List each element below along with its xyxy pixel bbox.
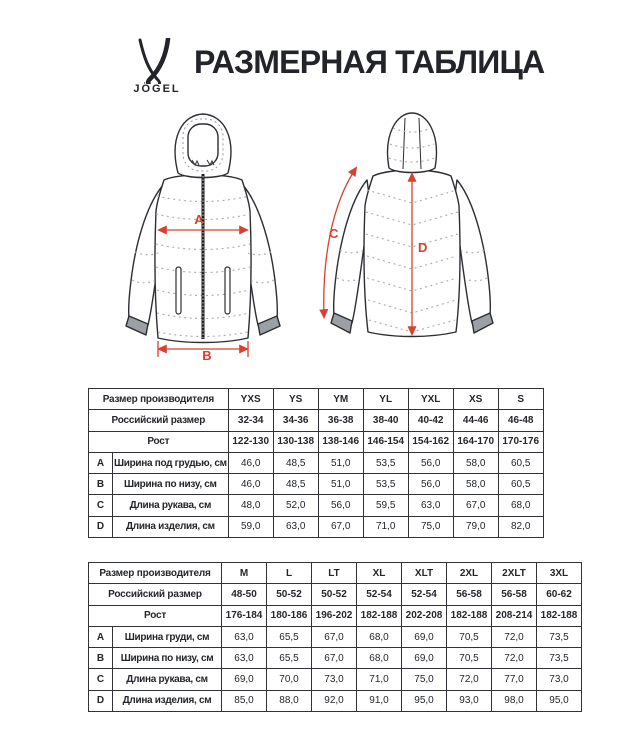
measure-value-cell: 58,0 [453, 474, 498, 495]
measure-value-cell: 73,5 [537, 648, 582, 669]
right-pocket [225, 267, 230, 314]
measure-value-cell: 82,0 [498, 516, 543, 537]
measure-value-cell: 88,0 [267, 690, 312, 711]
measure-value-cell: 95,0 [537, 690, 582, 711]
size-value-cell: 2XL [447, 563, 492, 584]
measure-value-cell: 75,0 [402, 669, 447, 690]
size-value-cell: L [267, 563, 312, 584]
measure-value-cell: 67,0 [312, 626, 357, 647]
measure-row [89, 669, 582, 690]
size-value-cell: YS [273, 389, 318, 410]
measure-value-cell: 48,0 [228, 495, 273, 516]
adult-size-table [88, 562, 582, 712]
size-value-cell: 46-48 [498, 410, 543, 431]
measure-value-cell: 59,0 [228, 516, 273, 537]
measure-value-cell: 65,5 [267, 626, 312, 647]
measure-letter: D [89, 690, 113, 711]
label-B: B [202, 348, 212, 362]
measure-value-cell: 51,0 [318, 474, 363, 495]
measure-value-cell: 95,0 [402, 690, 447, 711]
measure-row [89, 452, 544, 473]
size-value-cell: 32-34 [228, 410, 273, 431]
size-value-cell: 182-188 [357, 605, 402, 626]
measure-value-cell: 72,0 [492, 648, 537, 669]
measure-value-cell: 46,0 [228, 474, 273, 495]
measure-value-cell: 56,0 [318, 495, 363, 516]
measure-row [89, 516, 544, 537]
measure-value-cell: 73,0 [312, 669, 357, 690]
size-value-cell: 154-162 [408, 431, 453, 452]
size-value-cell: 170-176 [498, 431, 543, 452]
measure-row-label: Ширина по низу, см [113, 648, 222, 669]
measure-value-cell: 67,0 [312, 648, 357, 669]
size-info-row [89, 431, 544, 452]
measure-value-cell: 67,0 [453, 495, 498, 516]
measure-row [89, 648, 582, 669]
jacket-front-diagram [108, 110, 298, 362]
info-row-label: Размер производителя [89, 389, 229, 410]
info-row-label: Рост [89, 431, 229, 452]
size-value-cell: XL [357, 563, 402, 584]
measure-value-cell: 67,0 [318, 516, 363, 537]
measure-value-cell: 91,0 [357, 690, 402, 711]
measure-letter: B [89, 474, 113, 495]
label-C: C [329, 226, 339, 241]
size-value-cell: LT [312, 563, 357, 584]
size-value-cell: 60-62 [537, 584, 582, 605]
page-title: РАЗМЕРНАЯ ТАБЛИЦА [194, 44, 545, 80]
size-value-cell: 180-186 [267, 605, 312, 626]
measure-row-label: Ширина груди, см [113, 626, 222, 647]
measure-row-label: Ширина под грудью, см [113, 452, 229, 473]
measure-value-cell: 68,0 [357, 648, 402, 669]
measure-value-cell: 60,5 [498, 474, 543, 495]
measure-value-cell: 52,0 [273, 495, 318, 516]
size-value-cell: 164-170 [453, 431, 498, 452]
measure-value-cell: 71,0 [357, 669, 402, 690]
measure-row [89, 626, 582, 647]
size-value-cell: M [222, 563, 267, 584]
measure-value-cell: 93,0 [447, 690, 492, 711]
size-value-cell: 130-138 [273, 431, 318, 452]
left-pocket [176, 267, 181, 314]
size-value-cell: 3XL [537, 563, 582, 584]
measure-letter: C [89, 669, 113, 690]
size-info-row [89, 389, 544, 410]
measure-value-cell: 85,0 [222, 690, 267, 711]
size-value-cell: YXS [228, 389, 273, 410]
measure-row-label: Длина изделия, см [113, 690, 222, 711]
measure-value-cell: 70,5 [447, 648, 492, 669]
measure-value-cell: 98,0 [492, 690, 537, 711]
measure-value-cell: 63,0 [222, 648, 267, 669]
measure-value-cell: 53,5 [363, 452, 408, 473]
size-value-cell: 182-188 [447, 605, 492, 626]
measure-value-cell: 63,0 [273, 516, 318, 537]
jogel-logo-icon [136, 38, 172, 84]
size-value-cell: 122-130 [228, 431, 273, 452]
measure-value-cell: 68,0 [357, 626, 402, 647]
size-value-cell: 50-52 [312, 584, 357, 605]
info-row-label: Российский размер [89, 584, 222, 605]
size-value-cell: XS [453, 389, 498, 410]
measure-value-cell: 77,0 [492, 669, 537, 690]
info-row-label: Размер производителя [89, 563, 222, 584]
back-hood [388, 113, 437, 173]
measure-letter: D [89, 516, 113, 537]
label-D: D [418, 240, 428, 255]
measure-letter: A [89, 452, 113, 473]
measure-value-cell: 73,5 [537, 626, 582, 647]
measure-value-cell: 73,0 [537, 669, 582, 690]
size-value-cell: 38-40 [363, 410, 408, 431]
measure-value-cell: 75,0 [408, 516, 453, 537]
size-value-cell: 40-42 [408, 410, 453, 431]
measure-value-cell: 56,0 [408, 474, 453, 495]
info-row-label: Рост [89, 605, 222, 626]
measure-row-label: Длина изделия, см [113, 516, 229, 537]
jacket-back-diagram [315, 110, 510, 350]
measure-value-cell: 48,5 [273, 452, 318, 473]
size-value-cell: 176-184 [222, 605, 267, 626]
measure-letter: B [89, 648, 113, 669]
measure-row-label: Длина рукава, см [113, 669, 222, 690]
youth-size-table [88, 388, 544, 538]
size-info-row [89, 584, 582, 605]
measure-value-cell: 53,5 [363, 474, 408, 495]
measure-value-cell: 92,0 [312, 690, 357, 711]
measure-letter: C [89, 495, 113, 516]
size-value-cell: YXL [408, 389, 453, 410]
measure-value-cell: 70,0 [267, 669, 312, 690]
measure-value-cell: 60,5 [498, 452, 543, 473]
measure-value-cell: 63,0 [408, 495, 453, 516]
size-value-cell: 52-54 [357, 584, 402, 605]
size-value-cell: 34-36 [273, 410, 318, 431]
label-A: A [194, 212, 204, 227]
size-value-cell: 52-54 [402, 584, 447, 605]
measure-value-cell: 58,0 [453, 452, 498, 473]
measure-value-cell: 65,5 [267, 648, 312, 669]
measure-value-cell: 68,0 [498, 495, 543, 516]
measure-letter: A [89, 626, 113, 647]
measure-value-cell: 63,0 [222, 626, 267, 647]
measure-value-cell: 56,0 [408, 452, 453, 473]
info-row-label: Российский размер [89, 410, 229, 431]
size-value-cell: 208-214 [492, 605, 537, 626]
measure-value-cell: 72,0 [492, 626, 537, 647]
size-value-cell: YL [363, 389, 408, 410]
measure-row [89, 495, 544, 516]
size-value-cell: S [498, 389, 543, 410]
measure-row [89, 690, 582, 711]
size-value-cell: 196-202 [312, 605, 357, 626]
measure-value-cell: 46,0 [228, 452, 273, 473]
size-info-row [89, 410, 544, 431]
measure-value-cell: 69,0 [402, 648, 447, 669]
size-value-cell: 146-154 [363, 431, 408, 452]
size-value-cell: 50-52 [267, 584, 312, 605]
measure-value-cell: 79,0 [453, 516, 498, 537]
measure-value-cell: 51,0 [318, 452, 363, 473]
size-value-cell: 48-50 [222, 584, 267, 605]
measure-value-cell: 69,0 [222, 669, 267, 690]
measure-row [89, 474, 544, 495]
size-info-row [89, 605, 582, 626]
measure-row-label: Ширина по низу, см [113, 474, 229, 495]
size-value-cell: 202-208 [402, 605, 447, 626]
size-info-row [89, 563, 582, 584]
size-value-cell: YM [318, 389, 363, 410]
measure-value-cell: 72,0 [447, 669, 492, 690]
size-value-cell: XLT [402, 563, 447, 584]
size-value-cell: 182-188 [537, 605, 582, 626]
brand-wordmark: JÖGEL [133, 83, 181, 95]
measure-value-cell: 69,0 [402, 626, 447, 647]
measure-value-cell: 59,5 [363, 495, 408, 516]
size-value-cell: 56-58 [492, 584, 537, 605]
measure-value-cell: 71,0 [363, 516, 408, 537]
measure-value-cell: 48,5 [273, 474, 318, 495]
size-value-cell: 44-46 [453, 410, 498, 431]
size-value-cell: 36-38 [318, 410, 363, 431]
size-value-cell: 138-146 [318, 431, 363, 452]
size-value-cell: 2XLT [492, 563, 537, 584]
measure-value-cell: 70,5 [447, 626, 492, 647]
size-value-cell: 56-58 [447, 584, 492, 605]
measure-row-label: Длина рукава, см [113, 495, 229, 516]
